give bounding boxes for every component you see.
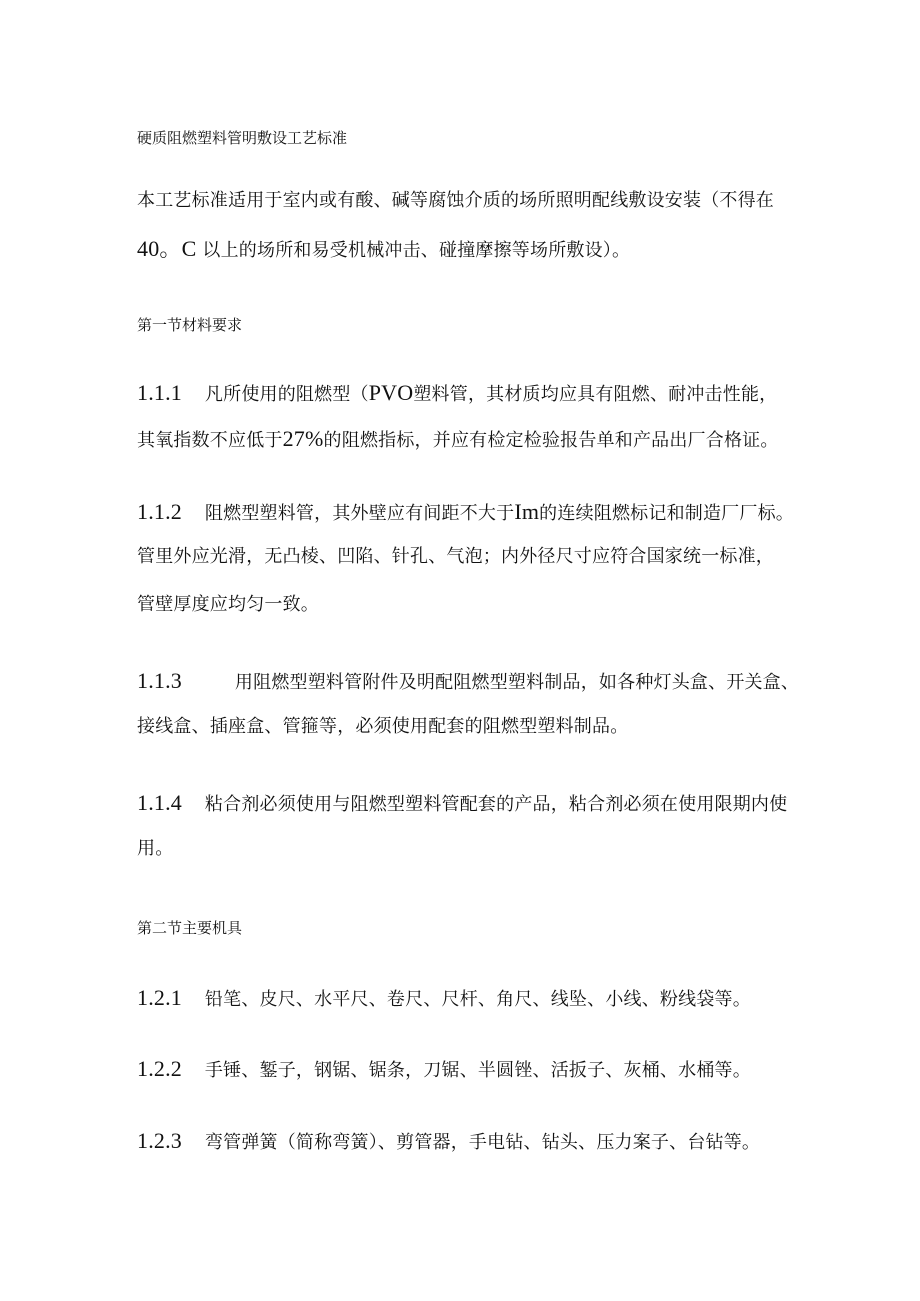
item-1-1-2-line-1: 1.1.2 阻燃型塑料管，其外壁应有间距不大于Im的连续阻燃标记和制造厂厂标。 xyxy=(137,499,794,524)
intro-temperature: 40。C xyxy=(137,236,197,261)
item-1-2-2: 1.2.2 手锤、錾子，钢锯、锯条，刀锯、半圆锉、活扳子、灰桶、水桶等。 xyxy=(137,1056,751,1081)
item-number: 1.1.1 xyxy=(137,380,182,405)
item-number: 1.1.4 xyxy=(137,790,182,815)
item-1-1-4-line-1: 1.1.4 粘合剂必须使用与阻燃型塑料管配套的产品，粘合剂必须在使用限期内使 xyxy=(137,790,788,815)
item-number: 1.2.2 xyxy=(137,1056,182,1081)
intro-line-2-text: 以上的场所和易受机械冲击、碰撞摩擦等场所敷设）。 xyxy=(202,240,631,261)
item-1-1-2-line-2: 管里外应光滑，无凸棱、凹陷、针孔、气泡；内外径尺寸应符合国家统一标准， xyxy=(137,546,774,567)
intro-line-2 xyxy=(137,238,630,260)
item-1-2-1: 1.2.1 铅笔、皮尺、水平尺、卷尺、尺杆、角尺、线坠、小线、粉线袋等。 xyxy=(137,985,751,1010)
item-1-1-2-line-3: 管壁厚度应均匀一致。 xyxy=(137,594,319,615)
document-title: 硬质阻燃塑料管明敷设工艺标准 xyxy=(137,129,348,147)
item-number: 1.2.1 xyxy=(137,985,182,1010)
item-1-1-3-line-1: 1.1.3 用阻燃型塑料管附件及明配阻燃型塑料制品，如各种灯头盒、开关盒、 xyxy=(137,668,800,693)
item-1-1-1-line-1: 1.1.1 凡所使用的阻燃型（PVO塑料管，其材质均应具有阻燃、耐冲击性能， xyxy=(137,380,778,405)
item-1-2-3: 1.2.3 弯管弹簧（简称弯簧）、剪管器，手电钻、钻头、压力案子、台钻等。 xyxy=(137,1128,761,1153)
item-1-1-1-line-2: 其氧指数不应低于27%的阻燃指标，并应有检定检验报告单和产品出厂合格证。 xyxy=(137,426,779,451)
item-1-1-4-line-2: 用。 xyxy=(137,838,174,859)
item-1-1-3-line-2: 接线盒、插座盒、管箍等，必须使用配套的阻燃型塑料制品。 xyxy=(137,716,629,737)
item-number: 1.1.2 xyxy=(137,499,182,524)
section-2-heading: 第二节主要机具 xyxy=(137,919,243,937)
section-1-heading: 第一节材料要求 xyxy=(137,316,243,334)
item-number: 1.1.3 xyxy=(137,668,182,693)
item-number: 1.2.3 xyxy=(137,1128,182,1153)
intro-line-1: 本工艺标准适用于室内或有酸、碱等腐蚀介质的场所照明配线敷设安装（不得在 xyxy=(137,190,774,211)
